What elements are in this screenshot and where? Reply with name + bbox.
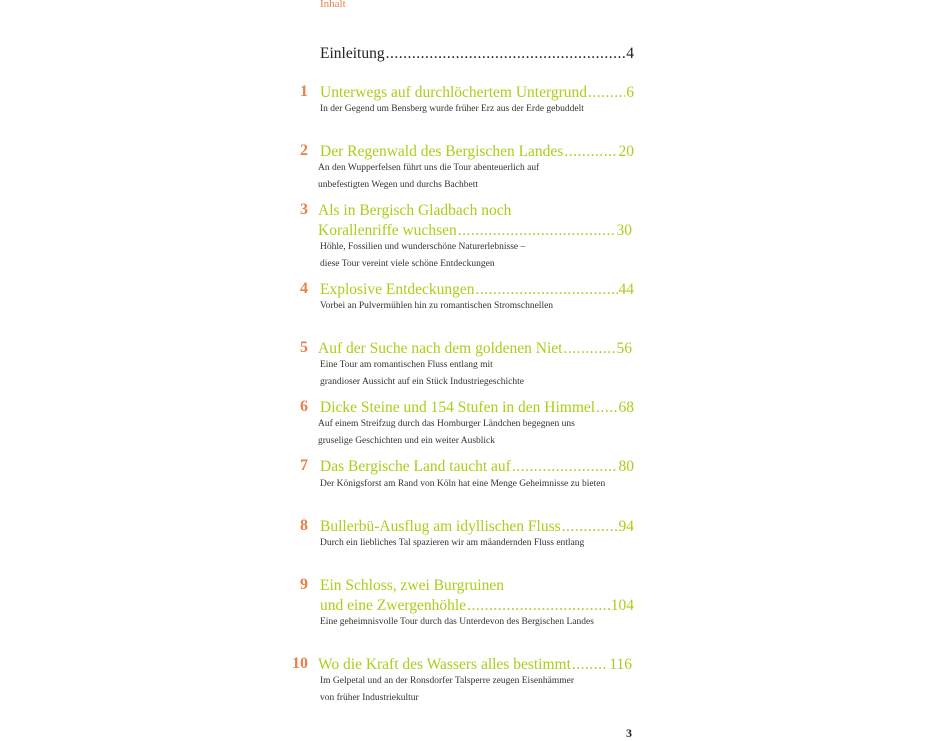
entry-description-line: Der Königsforst am Rand von Köln hat eine Menge Geheimnisse zu bieten <box>320 479 606 489</box>
dot-leader <box>572 655 608 675</box>
entry-title <box>320 280 634 300</box>
entry-page-number: 68 <box>618 399 634 416</box>
dot-leader <box>476 280 618 300</box>
dot-leader <box>562 517 618 537</box>
entry-title-line <box>320 398 634 418</box>
entry-description-line: von früher Industriekultur <box>320 693 419 703</box>
entry-number: 6 <box>300 398 308 415</box>
entry-number: 2 <box>300 142 308 159</box>
entry-page-number: 20 <box>618 143 634 160</box>
entry-title-text: Auf der Suche nach dem goldenen Niet <box>318 340 563 357</box>
entry-title <box>320 517 634 537</box>
entry-description-line: unbefestigten Wegen und durchs Bachbett <box>318 180 478 190</box>
entry-description <box>320 101 640 118</box>
entry-description-line: Eine geheimnisvolle Tour durch das Unterdevon des Bergischen Landes <box>320 617 594 627</box>
intro-page-number: 4 <box>626 45 634 62</box>
entry-title-line <box>318 655 632 675</box>
entry-title-text: Wo die Kraft des Wassers alles bestimmt <box>318 656 571 673</box>
entry-page-number: 44 <box>618 281 634 298</box>
entry-number: 4 <box>300 280 308 297</box>
dot-leader <box>596 398 617 418</box>
entry-title-line <box>320 517 634 537</box>
entry-title <box>320 457 634 477</box>
entry-title-line <box>320 280 634 300</box>
entry-description-line: diese Tour vereint viele schöne Entdeckungen <box>320 259 495 269</box>
entry-title-line <box>318 339 632 359</box>
entry-title-text: Dicke Steine und 154 Stufen in den Himmel <box>320 399 596 416</box>
entry-description <box>320 476 640 493</box>
toc-intro-entry[interactable] <box>320 45 634 63</box>
dot-leader <box>386 45 626 63</box>
entry-description <box>320 239 640 273</box>
entry-number: 1 <box>300 83 308 100</box>
entry-title-line <box>320 142 634 162</box>
entry-description <box>318 416 638 450</box>
entry-title-text: und eine Zwergenhöhle <box>320 597 467 614</box>
entry-page-number: 30 <box>616 222 632 239</box>
entry-number: 3 <box>300 201 308 218</box>
entry-title <box>318 201 632 241</box>
entry-description-line: Im Gelpetal und an der Ronsdorfer Talsperre zeugen Eisenhämmer <box>320 676 574 686</box>
entry-title-text: Das Bergische Land taucht auf <box>320 458 511 475</box>
entry-description-line: gruselige Geschichten und ein weiter Ausblick <box>318 436 496 446</box>
entry-description-line: An den Wupperfelsen führt uns die Tour abenteuerlich auf <box>318 163 540 173</box>
entry-title <box>320 576 634 616</box>
entry-description <box>320 535 640 552</box>
entry-title <box>320 142 634 162</box>
entry-number: 8 <box>300 517 308 534</box>
entry-title-line <box>318 201 632 221</box>
entry-title-line <box>320 83 634 103</box>
entry-description <box>320 673 640 707</box>
entry-title-text: Explosive Entdeckungen <box>320 281 475 298</box>
entry-description-line: Vorbei an Pulvermühlen hin zu romantischen Stromschnellen <box>320 301 554 311</box>
entry-page-number: 116 <box>609 656 632 673</box>
intro-title: Einleitung <box>320 45 385 62</box>
entry-description-line: In der Gegend um Bensberg wurde früher Erz aus der Erde gebuddelt <box>320 104 584 114</box>
entry-description-line: Höhle, Fossilien und wunderschöne Naturerlebnisse – <box>320 242 526 252</box>
dot-leader <box>458 221 616 241</box>
entry-title-text: Der Regenwald des Bergischen Landes <box>320 143 564 160</box>
entry-number: 9 <box>300 576 308 593</box>
entry-number: 5 <box>300 339 308 356</box>
entry-title <box>320 398 634 418</box>
entry-title-line <box>320 457 634 477</box>
entry-description <box>320 614 640 631</box>
entry-description-line: Auf einem Streifzug durch das Homburger Ländchen begegnen uns <box>318 419 575 429</box>
entry-title-text: Unterwegs auf durchlöchertem Untergrund <box>320 84 587 101</box>
entry-title <box>318 339 632 359</box>
entry-number: 7 <box>300 457 308 474</box>
entry-title-text: Ein Schloss, zwei Burgruinen <box>320 577 504 594</box>
dot-leader <box>467 596 610 616</box>
entry-page-number: 6 <box>626 84 634 101</box>
entry-title-text: Als in Bergisch Gladbach noch <box>318 202 512 219</box>
entry-page-number: 104 <box>610 597 634 614</box>
entry-description <box>320 298 640 315</box>
entry-title-line <box>320 596 634 616</box>
dot-leader <box>588 83 625 103</box>
entry-title <box>320 83 634 103</box>
dot-leader <box>563 339 615 359</box>
dot-leader <box>564 142 617 162</box>
dot-leader <box>512 457 618 477</box>
entry-description <box>320 357 640 391</box>
entry-number: 10 <box>292 655 308 672</box>
entry-page-number: 94 <box>618 518 634 535</box>
page-folio: 3 <box>626 726 632 740</box>
entry-description-line: grandioser Aussicht auf ein Stück Industriegeschichte <box>320 377 524 387</box>
entry-title-line <box>320 576 634 596</box>
entry-description-line: Durch ein liebliches Tal spazieren wir am mäandernden Fluss entlang <box>320 538 585 548</box>
page-heading: Inhalt <box>320 0 346 10</box>
entry-description <box>318 160 638 194</box>
entry-title-line <box>318 221 632 241</box>
entry-title-text: Korallenriffe wuchsen <box>318 222 457 239</box>
entry-title-text: Bullerbü-Ausflug am idyllischen Fluss <box>320 518 561 535</box>
entry-page-number: 80 <box>618 458 634 475</box>
entry-page-number: 56 <box>616 340 632 357</box>
entry-title <box>318 655 632 675</box>
entry-description-line: Eine Tour am romantischen Fluss entlang mit <box>320 360 493 370</box>
